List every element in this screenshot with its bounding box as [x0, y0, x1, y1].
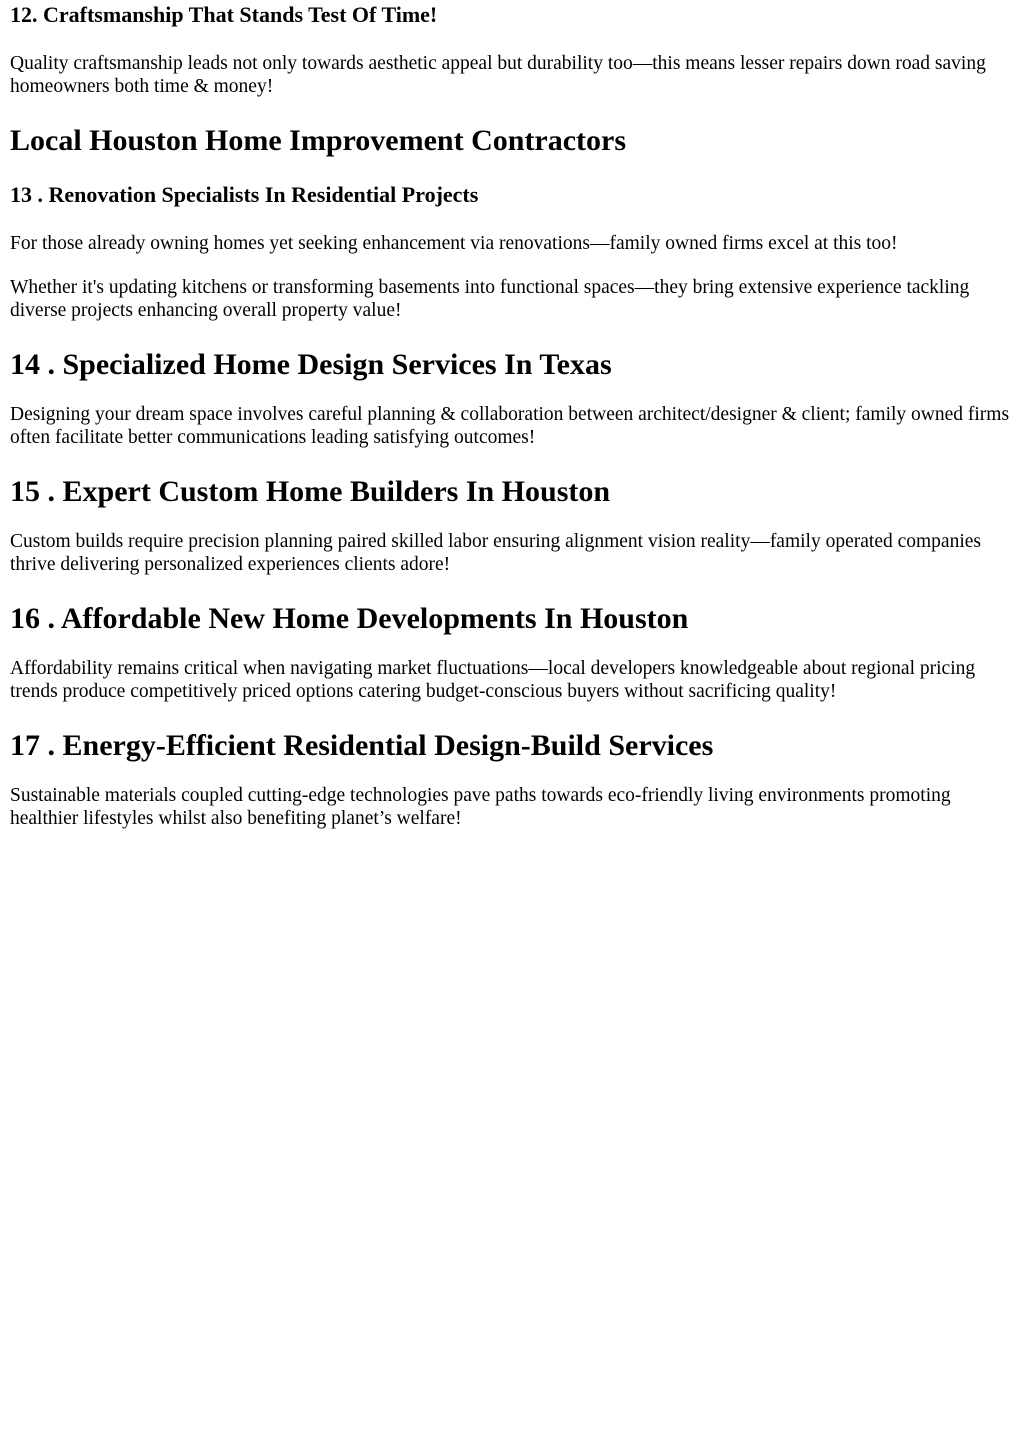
section-13-paragraph-2: Whether it's updating kitchens or transforming basements into functional spaces—they bring extensive experience tackling diverse projects enhancing overall property value! [10, 277, 970, 321]
section-13-paragraph-1: For those already owning homes yet seeking enhancement via renovations—family owned firms excel at this too! [10, 233, 898, 254]
section-14-paragraph: Designing your dream space involves careful planning & collaboration between architect/designer & client; family owned firms often facilitate better communications leading satisfying outcomes! [10, 404, 1010, 448]
section-15-paragraph: Custom builds require precision planning paired skilled labor ensuring alignment vision reality—family operated companies thrive delivering personalized experiences clients adore! [10, 531, 981, 575]
section-17-paragraph: Sustainable materials coupled cutting-edge technologies pave paths towards eco-friendly living environments promoting healthier lifestyles whilst also benefiting planet’s welfare! [10, 785, 951, 829]
section-17-heading: 17 . Energy-Efficient Residential Design-Build Services [10, 729, 714, 762]
section-14-heading: 14 . Specialized Home Design Services In Texas [10, 348, 612, 381]
section-13-heading: 13 . Renovation Specialists In Residential Projects [10, 182, 479, 207]
section-12-paragraph: Quality craftsmanship leads not only towards aesthetic appeal but durability too—this means lesser repairs down road saving homeowners both time & money! [10, 53, 986, 97]
section-12-heading: 12. Craftsmanship That Stands Test Of Time! [10, 2, 438, 27]
section-16-paragraph: Affordability remains critical when navigating market fluctuations—local developers knowledgeable about regional pricing trends produce competitively priced options catering budget-conscious buyers without sacrificing quality! [10, 658, 976, 702]
main-heading: Local Houston Home Improvement Contractors [10, 124, 627, 157]
section-15-heading: 15 . Expert Custom Home Builders In Houston [10, 475, 611, 508]
section-16-heading: 16 . Affordable New Home Developments In Houston [10, 602, 689, 635]
